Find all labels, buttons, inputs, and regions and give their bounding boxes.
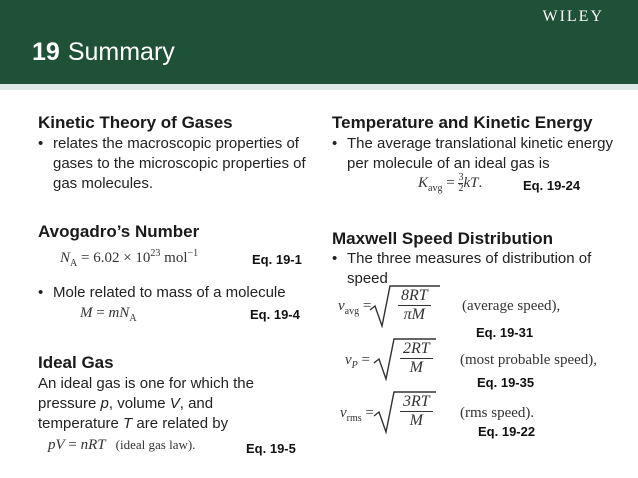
eq-19-4-label: Eq. 19-4 — [250, 307, 300, 322]
ideal-gas-equation: pV = nRT (ideal gas law). — [48, 437, 196, 453]
avogadro-heading: Avogadro’s Number — [38, 222, 200, 241]
kinetic-bullet: • relates the macroscopic properties of gases to the microscopic properties of gas molecules. — [38, 134, 318, 194]
v-avg-note: (average speed), — [462, 298, 561, 314]
v-p-fraction: $\frac{2RT}{M}$ — [400, 340, 433, 377]
v-p-note: (most probable speed), — [460, 352, 598, 368]
avogadro-equation: $N_A = 6.02 \times 10^{23}$ mol$^{-1}$ — [60, 248, 199, 269]
mole-bullet-text: Mole related to mass of a molecule — [53, 284, 286, 301]
v-avg-symbol: $v_{avg}$ = — [338, 298, 372, 317]
maxwell-heading: Maxwell Speed Distribution — [332, 229, 554, 248]
brand-logo: WILEY — [542, 8, 604, 25]
ideal-gas-law-note: (ideal gas law). — [115, 437, 196, 452]
eq-19-24-label: Eq. 19-24 — [523, 178, 581, 193]
chapter-number: 19 — [32, 38, 60, 66]
mole-bullet: • Mole related to mass of a molecule — [38, 283, 318, 303]
temperature-bullet: • The average translational kinetic energy per molecule of an ideal gas is — [332, 134, 632, 174]
v-p-symbol: $v_P$ = — [345, 352, 370, 371]
v-rms-symbol: $v_{rms}$ = — [340, 405, 374, 424]
maxwell-bullet: • The three measures of distribution of speed — [332, 249, 612, 289]
kinetic-heading: Kinetic Theory of Gases — [38, 113, 233, 132]
eq-19-31-label: Eq. 19-31 — [476, 325, 534, 340]
eq-19-35-label: Eq. 19-35 — [477, 375, 535, 390]
eq-19-1-label: Eq. 19-1 — [252, 252, 302, 267]
v-avg-fraction: $\frac{8RT}{\pi M}$ — [398, 287, 431, 324]
molar-mass-equation: $M = mN_A$ — [80, 305, 137, 324]
maxwell-bullet-text: The three measures of distribution of speed — [347, 250, 592, 287]
header-divider — [0, 84, 638, 90]
page-title — [32, 38, 175, 67]
v-rms-note: (rms speed). — [460, 405, 535, 421]
header-bar — [0, 0, 638, 84]
kinetic-energy-equation: $K_{avg}$ = $\frac{3}{2}$ kT. — [418, 172, 483, 194]
eq-19-5-label: Eq. 19-5 — [246, 441, 296, 456]
kinetic-bullet-text: relates the macroscopic properties of gases to the microscopic properties of gas molecules. — [53, 135, 306, 192]
ideal-gas-text: An ideal gas is one for which the pressure p, volume V, and temperature T are related by — [38, 375, 254, 432]
v-rms-fraction: $\frac{3RT}{M}$ — [400, 393, 433, 430]
temperature-bullet-text: The average translational kinetic energy per molecule of an ideal gas is — [347, 135, 613, 172]
eq-19-22-label: Eq. 19-22 — [478, 424, 536, 439]
ideal-gas-heading: Ideal Gas — [38, 353, 114, 372]
title-text: Summary — [67, 38, 175, 66]
temperature-heading: Temperature and Kinetic Energy — [332, 113, 593, 132]
